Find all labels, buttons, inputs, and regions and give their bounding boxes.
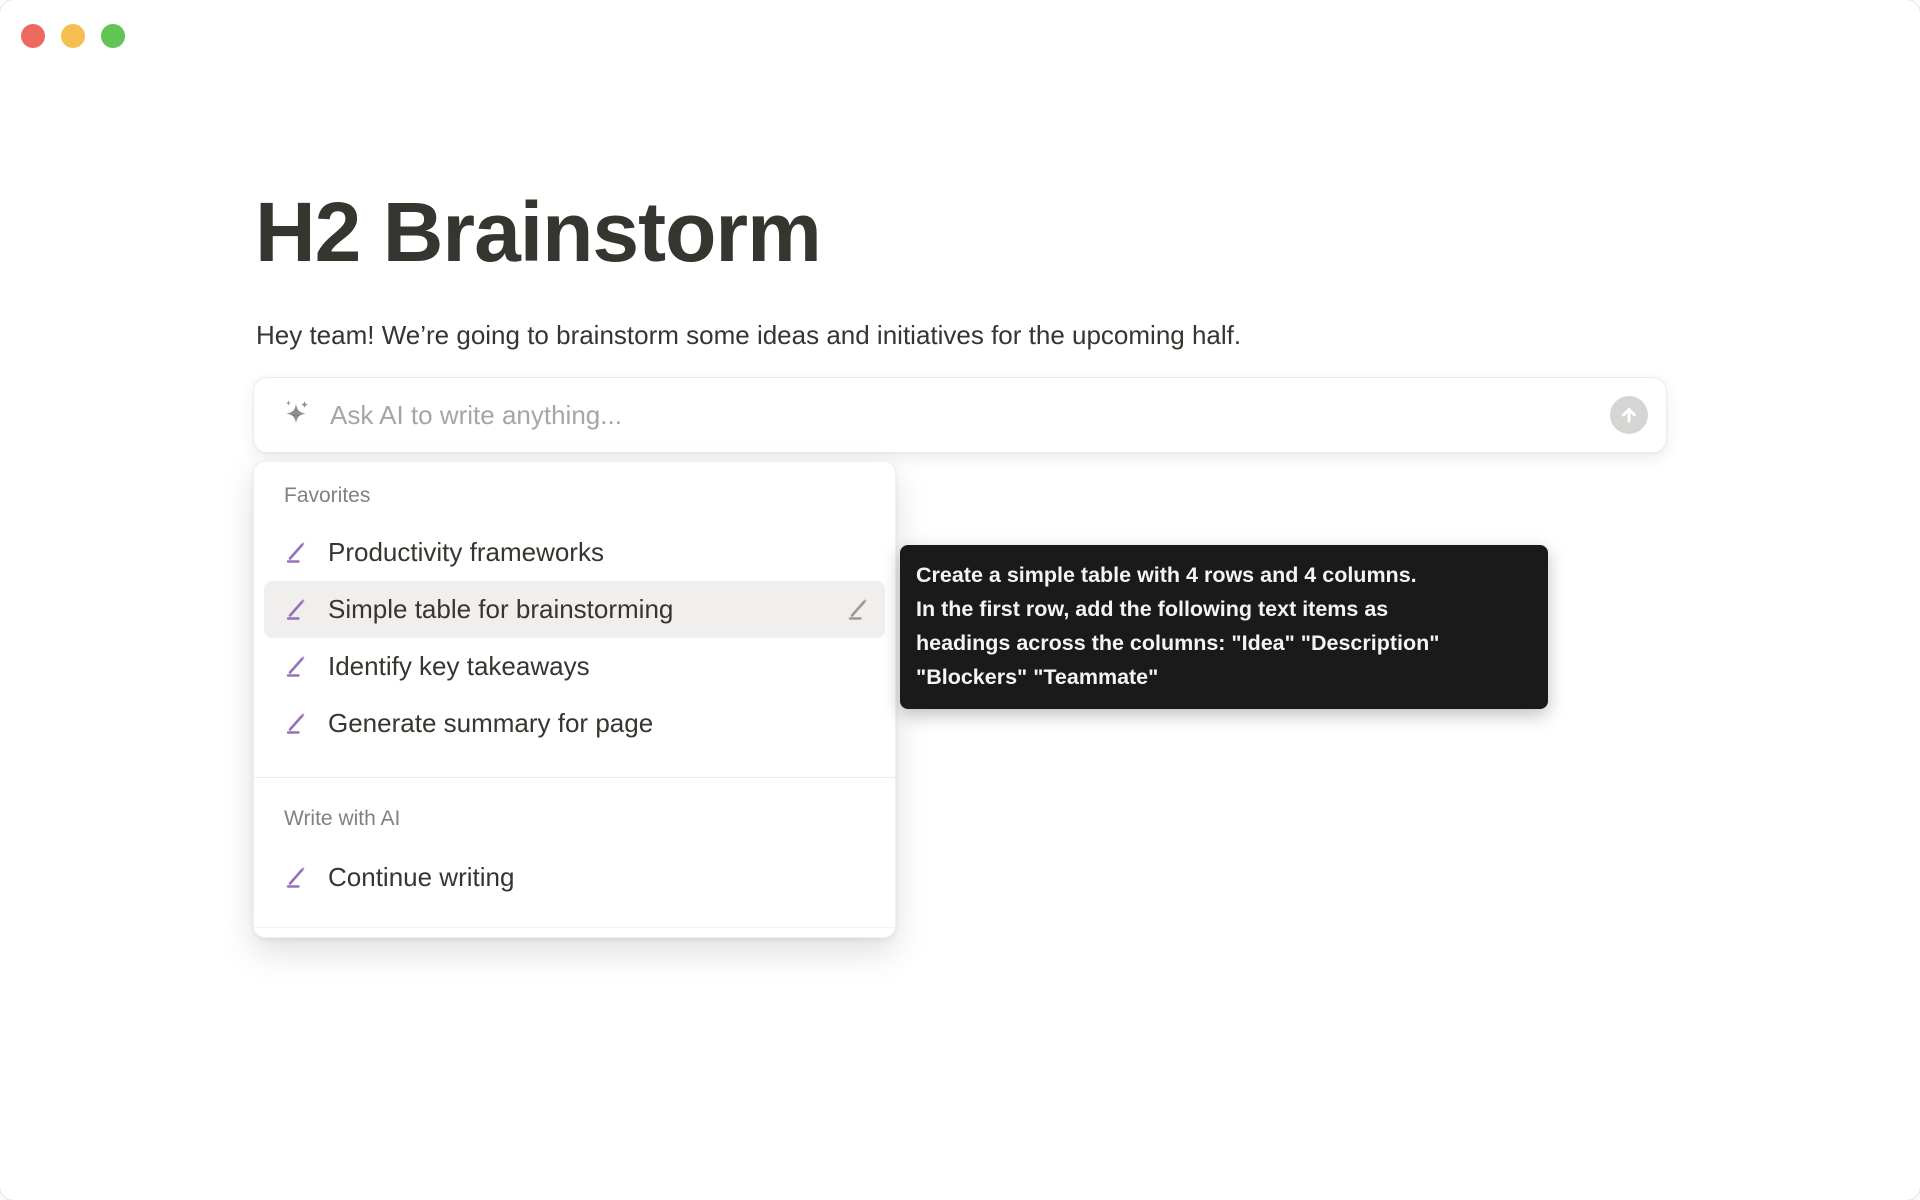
ai-prompt-tooltip [900,545,1548,709]
menu-divider [254,927,895,928]
menu-item-productivity-frameworks[interactable] [254,524,895,581]
submit-button[interactable] [1610,396,1648,434]
pen-line-icon [284,864,311,891]
menu-item-label: Productivity frameworks [328,537,604,567]
tooltip-line: In the first row, add the following text items as [916,597,1389,621]
section-label: Favorites [284,484,371,507]
pen-line-icon [284,596,311,623]
pen-line-icon [284,653,311,680]
ai-sparkle-icon [282,398,316,432]
menu-item-label: Generate summary for page [328,708,654,738]
tooltip-line: headings across the columns: "Idea" "Description" [916,631,1440,655]
close-button[interactable] [21,24,45,48]
zoom-button[interactable] [101,24,125,48]
menu-section-favorites [254,482,895,752]
pen-line-icon [284,539,311,566]
menu-item-continue-writing[interactable] [254,849,895,906]
arrow-up-icon [1618,404,1640,426]
pen-line-icon[interactable] [846,596,873,623]
page-intro-text: Hey team! We’re going to brainstorm some ideas and initiatives for the upcoming half. [256,320,1242,350]
ai-suggestions-menu [253,461,896,938]
menu-item-identify-takeaways[interactable] [254,638,895,695]
page-title: H2 Brainstorm [255,185,821,279]
menu-item-simple-table[interactable] [264,581,885,638]
ask-ai-input[interactable] [330,385,1610,445]
menu-item-label: Identify key takeaways [328,651,590,681]
menu-section-write-with-ai [254,805,895,906]
minimize-button[interactable] [61,24,85,48]
window-controls [21,24,125,48]
menu-item-generate-summary[interactable] [254,695,895,752]
menu-item-label: Simple table for brainstorming [328,594,674,624]
menu-item-label: Continue writing [328,862,515,892]
ask-ai-input-bar[interactable] [253,377,1667,453]
section-label: Write with AI [284,807,401,830]
tooltip-line: Create a simple table with 4 rows and 4 columns. [916,563,1417,587]
tooltip-line: "Blockers" "Teammate" [916,665,1159,689]
pen-line-icon [284,710,311,737]
menu-divider [254,777,895,778]
